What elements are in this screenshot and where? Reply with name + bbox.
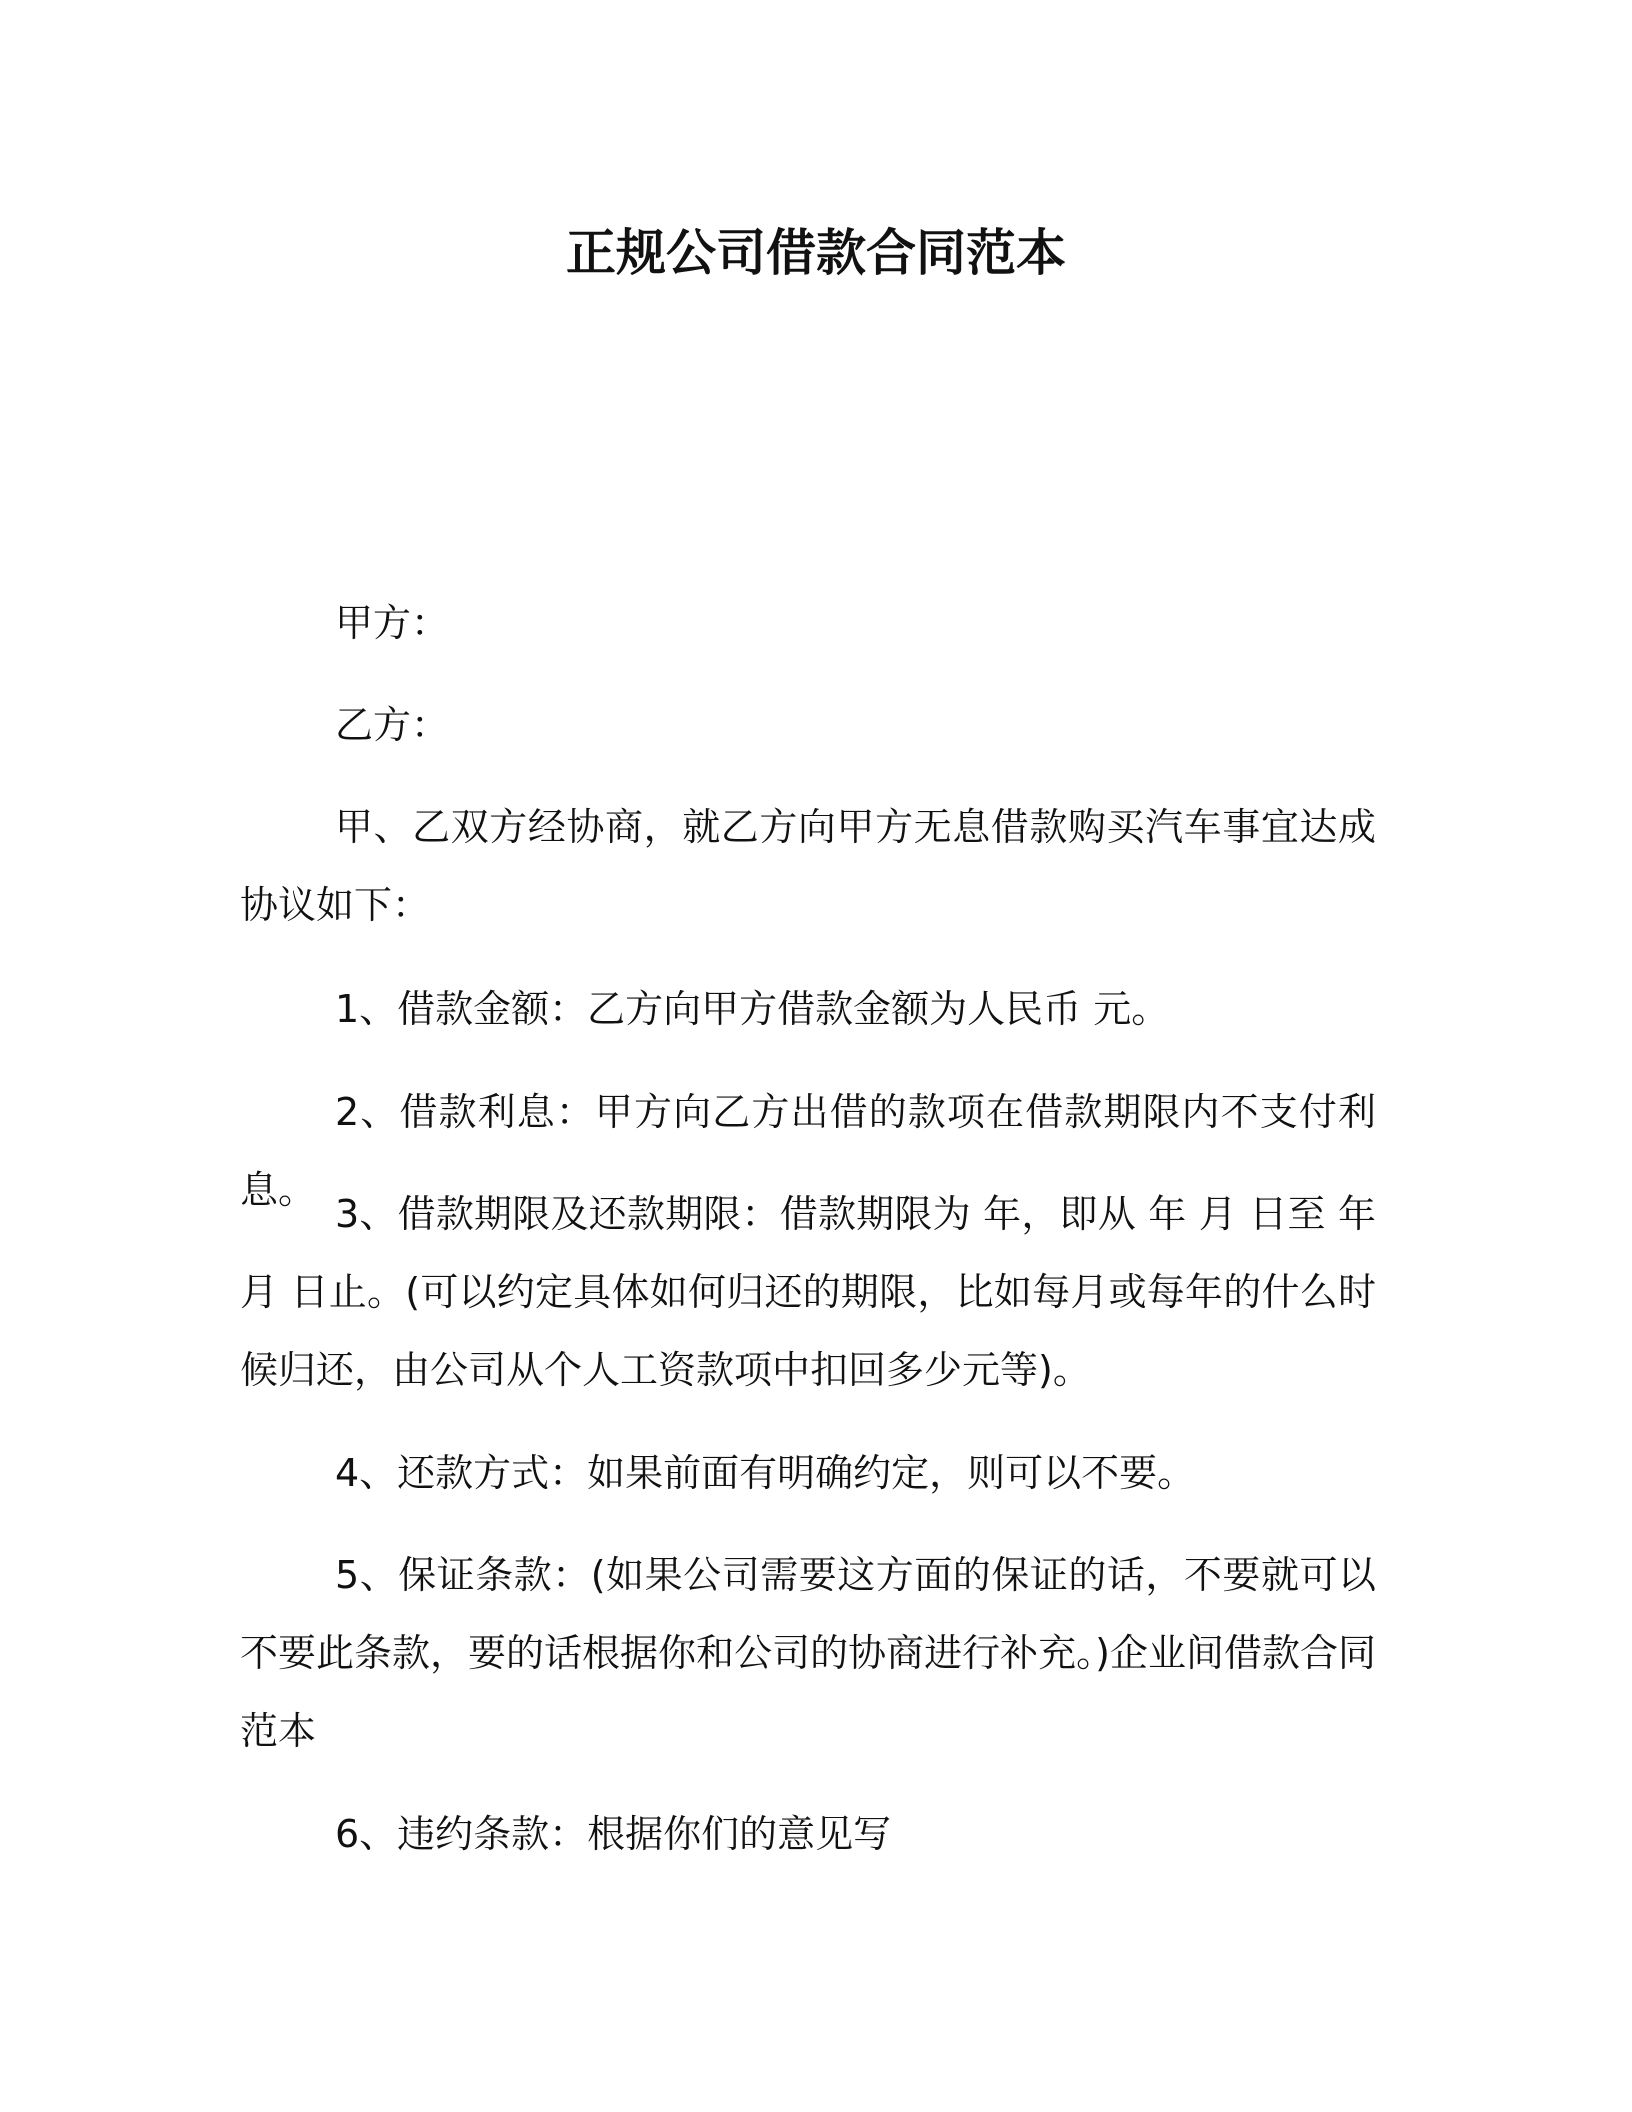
clause-loan-amount: 1、借款金额：乙方向甲方借款金额为人民币 元。 [335, 987, 1170, 1031]
clause-loan-term: 3、借款期限及还款期限：借款期限为 年，即从 年 月 日至 年 月 日止。(可以约定具体如何归还的期限，比如每月或每年的什么时候归还，由公司从个人工资款项中扣回多少元等)。 [240, 1192, 1376, 1392]
clause-loan-interest: 2、借款利息：甲方向乙方出借的款项在借款期限内不支付利息。 [240, 1090, 1376, 1212]
party-b-line: 乙方： [335, 703, 450, 747]
intro-paragraph: 甲、乙双方经协商，就乙方向甲方无息借款购买汽车事宜达成协议如下： [240, 805, 1376, 927]
clause-repayment-method: 4、还款方式：如果前面有明确约定，则可以不要。 [335, 1451, 1196, 1495]
clause-guarantee: 5、保证条款：(如果公司需要这方面的保证的话，不要就可以不要此条款，要的话根据你和公司的协商进行补充。)企业间借款合同范本 [240, 1553, 1376, 1753]
party-a-line: 甲方： [335, 601, 450, 645]
document-title: 正规公司借款合同范本 [566, 224, 1066, 282]
clause-breach: 6、违约条款：根据你们的意见写 [335, 1812, 892, 1856]
